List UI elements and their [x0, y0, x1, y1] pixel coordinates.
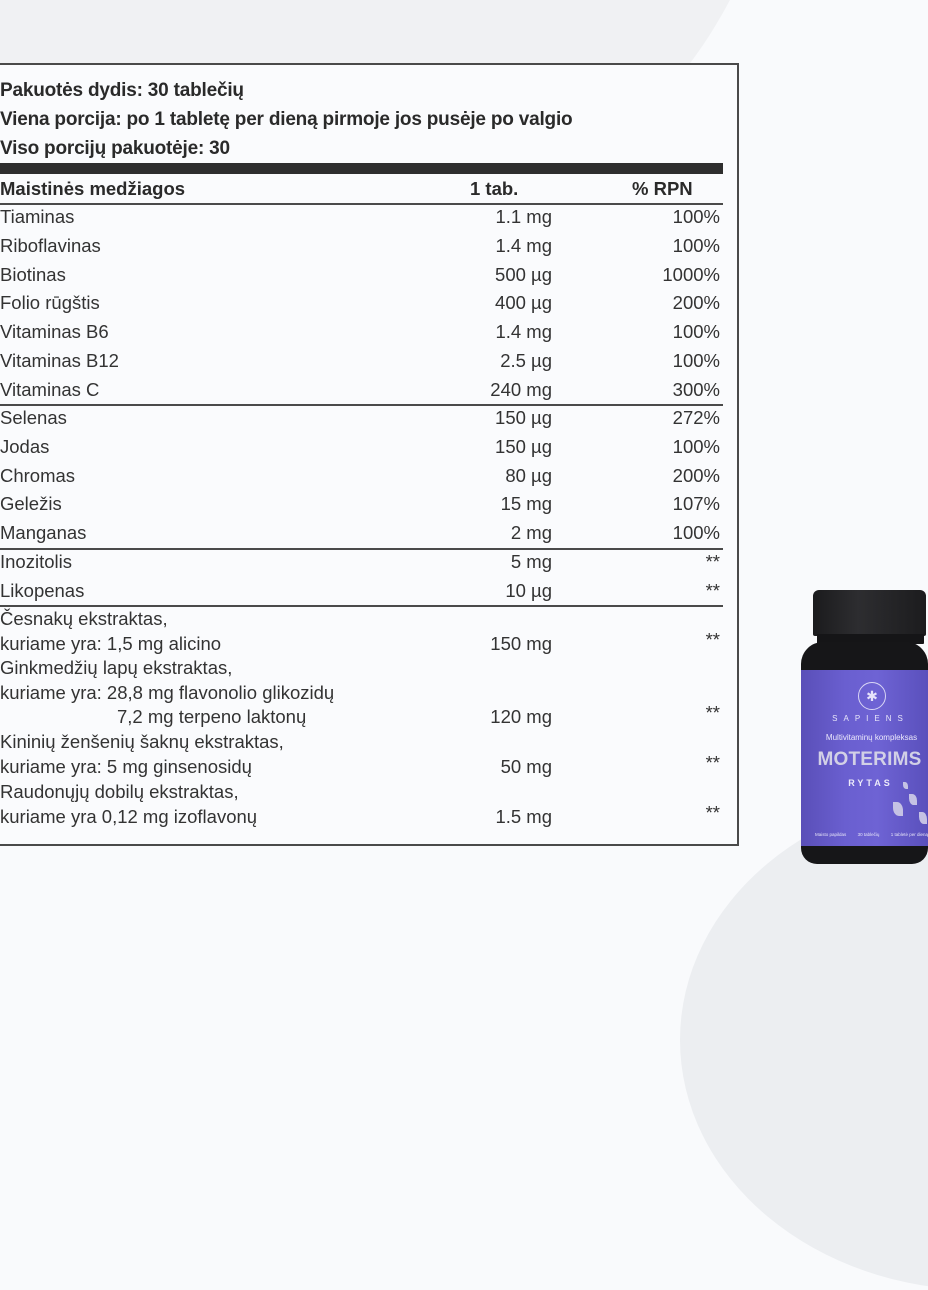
leaf-decoration: [919, 812, 927, 824]
background-curve: [680, 790, 928, 1290]
nutrient-name-line: Kininių ženšenių šaknų ekstraktas,: [0, 731, 284, 752]
nutrient-rpn: **: [705, 751, 720, 773]
nutrient-name-line: Ginkmedžių lapų ekstraktas,: [0, 657, 233, 678]
table-row: [0, 433, 723, 461]
bottle-footer-item: Maisto papildas: [815, 832, 847, 837]
nutrient-amount: 80 µg: [505, 464, 552, 486]
nutrient-name: Jodas: [0, 435, 50, 457]
table-row: [0, 519, 723, 547]
table-row: [0, 203, 723, 231]
nutrient-amount: 150 µg: [495, 435, 552, 457]
nutrient-amount: 1.4 mg: [495, 321, 552, 343]
nutrient-amount: 400 µg: [495, 292, 552, 314]
product-bottle: [801, 590, 928, 865]
nutrient-rpn: 1000%: [662, 263, 720, 285]
nutrient-rpn: 200%: [672, 464, 720, 486]
nutrient-name: Biotinas: [0, 263, 66, 285]
nutrient-rpn: 272%: [672, 407, 720, 428]
table-row: [0, 490, 723, 518]
nutrient-name-line: kuriame yra: 5 mg ginsenosidų: [0, 755, 252, 777]
package-size: Pakuotės dydis: 30 tablečių: [0, 80, 244, 101]
nutrient-amount: 50 mg: [500, 755, 552, 777]
nutrient-name-line: kuriame yra: 1,5 mg alicino: [0, 632, 222, 654]
nutrient-rpn: **: [705, 702, 720, 723]
nutrient-rpn: **: [705, 551, 720, 572]
nutrient-name-line: 7,2 mg terpeno laktonų: [117, 706, 307, 727]
nutrient-amount: 10 µg: [505, 579, 552, 601]
nutrient-name-line: Raudonųjų dobilų ekstraktas,: [0, 781, 239, 802]
bottle-brand: SAPIENS: [832, 714, 909, 723]
header-bar: [0, 163, 723, 174]
nutrient-amount: 1.1 mg: [495, 206, 552, 227]
bottle-footer: [815, 832, 928, 837]
nutrient-amount: 240 mg: [490, 378, 552, 400]
nutrient-rpn: 300%: [672, 378, 720, 400]
nutrient-amount: 150 mg: [490, 632, 552, 654]
bottle-title: MOTERIMS: [817, 749, 922, 770]
nutrient-name: Likopenas: [0, 579, 85, 601]
nutrient-name: Riboflavinas: [0, 234, 101, 256]
table-row: [0, 656, 723, 730]
nutrient-rpn: **: [705, 801, 720, 823]
nutrient-rpn: 100%: [672, 206, 720, 227]
leaf-decoration: [903, 782, 908, 789]
nutrient-amount: 15 mg: [500, 493, 552, 515]
nutrient-name-line: kuriame yra: 28,8 mg flavonolio glikozidų: [0, 681, 335, 703]
column-header-rpn: % RPN: [632, 178, 693, 199]
nutrient-name: Tiaminas: [0, 206, 75, 227]
nutrient-amount: 150 µg: [495, 407, 552, 428]
table-row: [0, 780, 723, 829]
nutrient-rpn: 100%: [672, 350, 720, 371]
nutrient-amount: 120 mg: [490, 706, 552, 727]
nutrient-name: Vitaminas C: [0, 378, 100, 400]
nutrient-rpn: 100%: [672, 234, 720, 256]
nutrient-name: Inozitolis: [0, 551, 72, 572]
bottle-footer-item: 1 tabletė per dieną: [890, 832, 928, 837]
leaf-decoration: [909, 794, 917, 805]
nutrient-name: Vitaminas B6: [0, 321, 109, 343]
column-header-amount: 1 tab.: [470, 178, 519, 199]
nutrient-name: Folio rūgštis: [0, 292, 100, 314]
table-row: [0, 376, 723, 404]
table-row: [0, 607, 723, 656]
nutrient-rpn: 100%: [672, 321, 720, 343]
nutrient-name-line: kuriame yra 0,12 mg izoflavonų: [0, 805, 258, 827]
table-row: [0, 577, 723, 605]
table-row: [0, 548, 723, 576]
column-header-nutrients: Maistinės medžiagos: [0, 178, 186, 199]
table-row: [0, 730, 723, 779]
nutrient-rpn: **: [705, 579, 720, 601]
table-row: [0, 261, 723, 289]
table-row: [0, 404, 723, 432]
nutrient-amount: 2.5 µg: [500, 350, 552, 371]
bottle-variant: RYTAS: [848, 778, 893, 788]
bottle-cap: [813, 590, 926, 636]
nutrient-name: Vitaminas B12: [0, 350, 119, 371]
nutrient-name: Selenas: [0, 407, 67, 428]
table-row: [0, 289, 723, 317]
nutrient-name-line: Česnakų ekstraktas,: [0, 608, 168, 629]
table-row: [0, 232, 723, 260]
nutrient-name: Manganas: [0, 522, 87, 544]
bottle-footer-item: 30 tablečių: [857, 832, 880, 837]
nutrient-name: Chromas: [0, 464, 76, 486]
leaf-decoration: [893, 802, 903, 816]
nutrient-rpn: 200%: [672, 292, 720, 314]
bottle-subtitle: Multivitaminų kompleksas: [825, 733, 918, 742]
table-row: [0, 318, 723, 346]
vitruvian-man-icon: ✱: [858, 682, 886, 710]
nutrient-amount: 500 µg: [495, 263, 552, 285]
nutrient-rpn: 100%: [672, 435, 720, 457]
nutrient-rpn: 100%: [672, 522, 720, 544]
table-row: [0, 462, 723, 490]
nutrient-rpn: **: [705, 628, 720, 650]
table-row: [0, 347, 723, 375]
nutrient-amount: 1.4 mg: [495, 234, 552, 256]
serving-info: Viena porcija: po 1 tabletę per dieną pirmoje jos pusėje po valgio: [0, 109, 573, 130]
nutrient-rpn: 107%: [672, 493, 720, 515]
nutrient-amount: 5 mg: [510, 551, 552, 572]
nutrient-amount: 1.5 mg: [495, 805, 552, 827]
nutrient-amount: 2 mg: [510, 522, 552, 544]
servings-per-package: Viso porcijų pakuotėje: 30: [0, 138, 230, 159]
nutrient-name: Geležis: [0, 493, 62, 515]
